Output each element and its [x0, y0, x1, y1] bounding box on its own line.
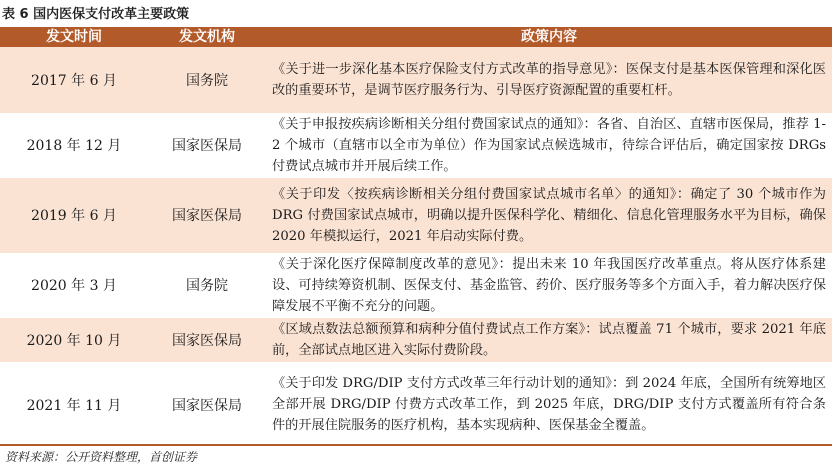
policy-table: [0, 27, 832, 448]
table-bottom-rule: [0, 444, 832, 446]
table-header-row: [0, 27, 832, 47]
table-caption: 表 6 国内医保支付改革主要政策: [2, 7, 190, 22]
row-date: 2017 年 6 月: [0, 47, 148, 113]
table-row: [0, 253, 832, 317]
row-date: 2019 年 6 月: [0, 177, 148, 253]
row-org: 国家医保局: [148, 362, 266, 447]
row-content: 《关于印发〈按疾病诊断相关分组付费国家试点城市名单〉的通知》：确定了 30 个城市作为 DRG 付费国家试点城市，明确以提升医保科学化、精细化、信息化管理服务水平为目标，确保 2020 年模拟运行，2021 年启动实际付费。: [266, 177, 832, 253]
row-date: 2021 年 11 月: [0, 362, 148, 447]
row-date: 2020 年 3 月: [0, 253, 148, 317]
row-org: 国务院: [148, 47, 266, 113]
row-content: 《关于申报按疾病诊断相关分组付费国家试点的通知》：各省、自治区、直辖市医保局，推荐 1-2 个城市（直辖市以全市为单位）作为国家试点候选城市，待综合评估后，确定国家按 DRGs 付费试点城市并开展后续工作。: [266, 113, 832, 177]
table-row: [0, 177, 832, 253]
table-row: [0, 317, 832, 362]
header-org: 发文机构: [148, 27, 266, 47]
row-content: 《关于深化医疗保障制度改革的意见》：提出未来 10 年我国医疗改革重点。将从医疗体系建设、可持续筹资机制、医保支付、基金监管、药价、医疗服务等多个方面入手，着力解决医疗保障发展不平衡不充分的问题。: [266, 253, 832, 317]
table-row: [0, 362, 832, 447]
row-content: 《关于印发 DRG/DIP 支付方式改革三年行动计划的通知》：到 2024 年底，全国所有统筹地区全部开展 DRG/DIP 付费方式改革工作，到 2025 年底，DRG/DIP 支付方式覆盖所有符合条件的开展住院服务的医疗机构，基本实现病种、医保基金全覆盖。: [266, 362, 832, 447]
row-org: 国家医保局: [148, 317, 266, 362]
table-row: [0, 47, 832, 113]
row-org: 国家医保局: [148, 113, 266, 177]
source-note: 资料来源：公开资料整理，首创证券: [5, 450, 198, 464]
row-date: 2018 年 12 月: [0, 113, 148, 177]
header-content: 政策内容: [266, 27, 832, 47]
row-content: 《区域点数法总额预算和病种分值付费试点工作方案》：试点覆盖 71 个城市，要求 2021 年底前，全部试点地区进入实际付费阶段。: [266, 317, 832, 362]
row-org: 国务院: [148, 253, 266, 317]
header-date: 发文时间: [0, 27, 148, 47]
table-row: [0, 113, 832, 177]
row-content: 《关于进一步深化基本医疗保险支付方式改革的指导意见》：医保支付是基本医保管理和深化医改的重要环节，是调节医疗服务行为、引导医疗资源配置的重要杠杆。: [266, 47, 832, 113]
row-org: 国家医保局: [148, 177, 266, 253]
row-date: 2020 年 10 月: [0, 317, 148, 362]
